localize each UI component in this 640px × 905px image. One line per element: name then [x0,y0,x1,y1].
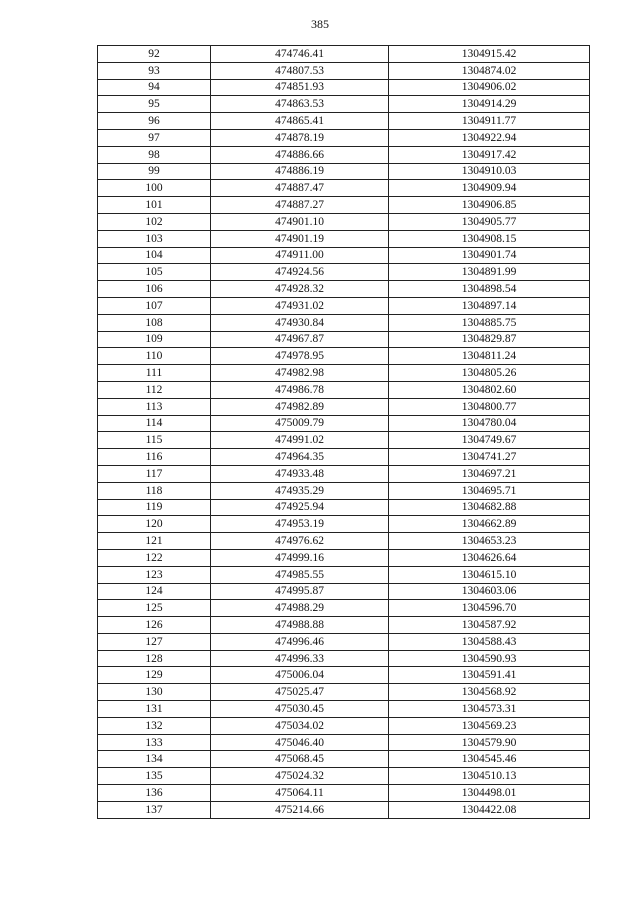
x-coordinate-cell: 475025.47 [211,684,389,701]
x-coordinate-cell: 474887.47 [211,180,389,197]
x-coordinate-cell: 474925.94 [211,499,389,516]
table-row [98,281,590,298]
table-row [98,62,590,79]
table-row [98,533,590,550]
point-number-cell: 104 [98,247,211,264]
x-coordinate-cell: 474996.33 [211,650,389,667]
point-number-cell: 135 [98,768,211,785]
table-row [98,264,590,281]
y-coordinate-cell: 1304829.87 [389,331,590,348]
point-number-cell: 95 [98,96,211,113]
y-coordinate-cell: 1304909.94 [389,180,590,197]
point-number-cell: 117 [98,465,211,482]
table-row [98,96,590,113]
point-number-cell: 118 [98,482,211,499]
point-number-cell: 102 [98,213,211,230]
table-row [98,348,590,365]
point-number-cell: 136 [98,785,211,802]
table-row [98,297,590,314]
table-row [98,113,590,130]
x-coordinate-cell: 474911.00 [211,247,389,264]
table-row [98,785,590,802]
y-coordinate-cell: 1304695.71 [389,482,590,499]
point-number-cell: 116 [98,449,211,466]
x-coordinate-cell: 474930.84 [211,314,389,331]
point-number-cell: 130 [98,684,211,701]
x-coordinate-cell: 474988.29 [211,600,389,617]
point-number-cell: 127 [98,633,211,650]
y-coordinate-cell: 1304626.64 [389,549,590,566]
y-coordinate-cell: 1304422.08 [389,801,590,818]
x-coordinate-cell: 474865.41 [211,113,389,130]
point-number-cell: 98 [98,146,211,163]
point-number-cell: 94 [98,79,211,96]
y-coordinate-cell: 1304596.70 [389,600,590,617]
point-number-cell: 106 [98,281,211,298]
point-number-cell: 126 [98,617,211,634]
point-number-cell: 105 [98,264,211,281]
table-row [98,79,590,96]
x-coordinate-cell: 475068.45 [211,751,389,768]
y-coordinate-cell: 1304898.54 [389,281,590,298]
y-coordinate-cell: 1304569.23 [389,717,590,734]
x-coordinate-cell: 474931.02 [211,297,389,314]
point-number-cell: 100 [98,180,211,197]
y-coordinate-cell: 1304498.01 [389,785,590,802]
point-number-cell: 97 [98,129,211,146]
y-coordinate-cell: 1304697.21 [389,465,590,482]
x-coordinate-cell: 474976.62 [211,533,389,550]
table-row [98,516,590,533]
x-coordinate-cell: 474901.19 [211,230,389,247]
point-number-cell: 96 [98,113,211,130]
x-coordinate-cell: 475009.79 [211,415,389,432]
x-coordinate-cell: 474964.35 [211,449,389,466]
y-coordinate-cell: 1304910.03 [389,163,590,180]
y-coordinate-cell: 1304917.42 [389,146,590,163]
x-coordinate-cell: 474863.53 [211,96,389,113]
y-coordinate-cell: 1304603.06 [389,583,590,600]
table-row [98,331,590,348]
point-number-cell: 134 [98,751,211,768]
y-coordinate-cell: 1304568.92 [389,684,590,701]
y-coordinate-cell: 1304922.94 [389,129,590,146]
y-coordinate-cell: 1304587.92 [389,617,590,634]
y-coordinate-cell: 1304908.15 [389,230,590,247]
y-coordinate-cell: 1304573.31 [389,701,590,718]
y-coordinate-cell: 1304874.02 [389,62,590,79]
x-coordinate-cell: 475064.11 [211,785,389,802]
point-number-cell: 109 [98,331,211,348]
y-coordinate-cell: 1304906.02 [389,79,590,96]
point-number-cell: 113 [98,398,211,415]
y-coordinate-cell: 1304682.88 [389,499,590,516]
x-coordinate-cell: 474878.19 [211,129,389,146]
table-row [98,46,590,63]
y-coordinate-cell: 1304885.75 [389,314,590,331]
y-coordinate-cell: 1304780.04 [389,415,590,432]
point-number-cell: 111 [98,365,211,382]
point-number-cell: 123 [98,566,211,583]
y-coordinate-cell: 1304897.14 [389,297,590,314]
x-coordinate-cell: 474991.02 [211,432,389,449]
y-coordinate-cell: 1304914.29 [389,96,590,113]
page-number: 385 [311,17,329,31]
x-coordinate-cell: 475006.04 [211,667,389,684]
y-coordinate-cell: 1304805.26 [389,365,590,382]
y-coordinate-cell: 1304915.42 [389,46,590,63]
y-coordinate-cell: 1304588.43 [389,633,590,650]
table-row [98,717,590,734]
table-row [98,667,590,684]
x-coordinate-cell: 474985.55 [211,566,389,583]
x-coordinate-cell: 474924.56 [211,264,389,281]
y-coordinate-cell: 1304741.27 [389,449,590,466]
table-row [98,163,590,180]
table-row [98,146,590,163]
x-coordinate-cell: 475024.32 [211,768,389,785]
x-coordinate-cell: 474928.32 [211,281,389,298]
table-row [98,549,590,566]
table-row [98,499,590,516]
x-coordinate-cell: 474746.41 [211,46,389,63]
point-number-cell: 112 [98,381,211,398]
x-coordinate-cell: 475030.45 [211,701,389,718]
point-number-cell: 99 [98,163,211,180]
x-coordinate-cell: 475046.40 [211,734,389,751]
table-row [98,768,590,785]
table-row [98,482,590,499]
y-coordinate-cell: 1304579.90 [389,734,590,751]
x-coordinate-cell: 474953.19 [211,516,389,533]
table-row [98,751,590,768]
point-number-cell: 115 [98,432,211,449]
table-row [98,398,590,415]
x-coordinate-cell: 474978.95 [211,348,389,365]
table-row [98,566,590,583]
y-coordinate-cell: 1304800.77 [389,398,590,415]
x-coordinate-cell: 474988.88 [211,617,389,634]
point-number-cell: 114 [98,415,211,432]
y-coordinate-cell: 1304891.99 [389,264,590,281]
x-coordinate-cell: 474995.87 [211,583,389,600]
point-number-cell: 122 [98,549,211,566]
table-row [98,129,590,146]
y-coordinate-cell: 1304653.23 [389,533,590,550]
point-number-cell: 93 [98,62,211,79]
point-number-cell: 131 [98,701,211,718]
y-coordinate-cell: 1304510.13 [389,768,590,785]
x-coordinate-cell: 474982.98 [211,365,389,382]
point-number-cell: 110 [98,348,211,365]
y-coordinate-cell: 1304590.93 [389,650,590,667]
point-number-cell: 132 [98,717,211,734]
table-row [98,650,590,667]
point-number-cell: 120 [98,516,211,533]
table-row [98,314,590,331]
y-coordinate-cell: 1304906.85 [389,197,590,214]
point-number-cell: 107 [98,297,211,314]
x-coordinate-cell: 474999.16 [211,549,389,566]
coordinates-table-body [98,46,590,819]
table-row [98,213,590,230]
point-number-cell: 108 [98,314,211,331]
x-coordinate-cell: 474982.89 [211,398,389,415]
y-coordinate-cell: 1304591.41 [389,667,590,684]
point-number-cell: 101 [98,197,211,214]
point-number-cell: 124 [98,583,211,600]
x-coordinate-cell: 474935.29 [211,482,389,499]
point-number-cell: 125 [98,600,211,617]
x-coordinate-cell: 474807.53 [211,62,389,79]
x-coordinate-cell: 475214.66 [211,801,389,818]
point-number-cell: 133 [98,734,211,751]
point-number-cell: 103 [98,230,211,247]
y-coordinate-cell: 1304905.77 [389,213,590,230]
table-row [98,381,590,398]
table-row [98,633,590,650]
point-number-cell: 128 [98,650,211,667]
y-coordinate-cell: 1304662.89 [389,516,590,533]
table-row [98,600,590,617]
x-coordinate-cell: 474887.27 [211,197,389,214]
point-number-cell: 129 [98,667,211,684]
y-coordinate-cell: 1304911.77 [389,113,590,130]
x-coordinate-cell: 474933.48 [211,465,389,482]
table-row [98,197,590,214]
table-row [98,684,590,701]
x-coordinate-cell: 474986.78 [211,381,389,398]
table-row [98,801,590,818]
point-number-cell: 119 [98,499,211,516]
x-coordinate-cell: 474996.46 [211,633,389,650]
point-number-cell: 121 [98,533,211,550]
point-number-cell: 137 [98,801,211,818]
table-row [98,583,590,600]
table-row [98,432,590,449]
x-coordinate-cell: 474967.87 [211,331,389,348]
table-row [98,701,590,718]
x-coordinate-cell: 474901.10 [211,213,389,230]
table-row [98,617,590,634]
table-row [98,449,590,466]
table-row [98,230,590,247]
y-coordinate-cell: 1304802.60 [389,381,590,398]
x-coordinate-cell: 474886.19 [211,163,389,180]
table-row [98,734,590,751]
table-row [98,247,590,264]
table-row [98,465,590,482]
coordinates-table [97,45,590,819]
table-row [98,180,590,197]
x-coordinate-cell: 474886.66 [211,146,389,163]
y-coordinate-cell: 1304615.10 [389,566,590,583]
x-coordinate-cell: 474851.93 [211,79,389,96]
x-coordinate-cell: 475034.02 [211,717,389,734]
y-coordinate-cell: 1304545.46 [389,751,590,768]
y-coordinate-cell: 1304901.74 [389,247,590,264]
y-coordinate-cell: 1304811.24 [389,348,590,365]
y-coordinate-cell: 1304749.67 [389,432,590,449]
table-row [98,365,590,382]
point-number-cell: 92 [98,46,211,63]
table-row [98,415,590,432]
